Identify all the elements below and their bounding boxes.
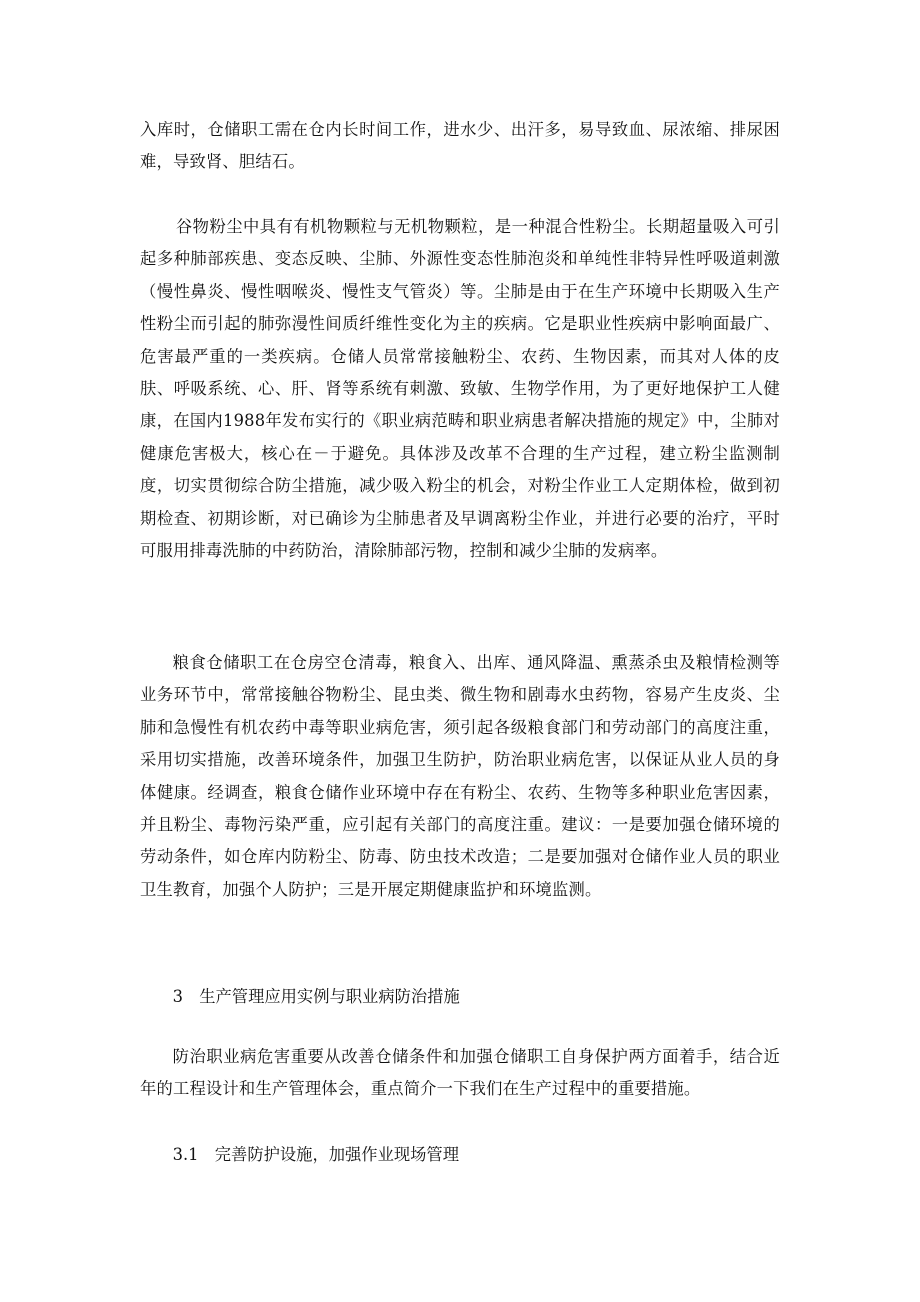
paragraph-prevention-measures: 防治职业病危害重要从改善仓储条件和加强仓储职工自身保护两方面着手，结合近年的工程设计和生产管理体会，重点简介一下我们在生产过程中的重要措施。 <box>140 1047 780 1099</box>
paragraph-grain-storage-workers: 粮食仓储职工在仓房空仓清毒，粮食入、出库、通风降温、熏蒸杀虫及粮情检测等业务环节中，常常接触谷物粉尘、昆虫类、微生物和剧毒水虫药物，容易产生皮炎、尘肺和急慢性有机农药中毒等职业病危害，须引起各级粮食部门和劳动部门的高度注重，采用切实措施，改善环境条件，加强卫生防护，防治职业病危害，以保证从业人员的身体健康。经调查，粮食仓储作业环境中存在有粉尘、农药、生物等多种职业危害因素，并且粉尘、毒物污染严重，应引起有关部门的高度注重。建议：一是要加强仓储环境的劳动条件，如仓库内防粉尘、防毒、防虫技术改造；二是要加强对仓储作业人员的职业卫生教育，加强个人防护；三是开展定期健康监护和环境监测。 <box>140 653 780 899</box>
section-heading-3: 3 生产管理应用实例与职业病防治措施 <box>172 987 460 1006</box>
section-heading-3-1: 3.1 完善防护设施，加强作业现场管理 <box>172 1145 459 1164</box>
paragraph-kidney-stones: 入库时，仓储职工需在仓内长时间工作，进水少、出汗多，易导致血、尿浓缩、排尿困难，导致肾、胆结石。 <box>140 120 780 172</box>
paragraph-grain-dust: 谷物粉尘中具有有机物颗粒与无机物颗粒，是一种混合性粉尘。长期超量吸入可引起多种肺部疾患、变态反映、尘肺、外源性变态性肺泡炎和单纯性非特异性呼吸道刺激（慢性鼻炎、慢性咽喉炎、慢性支气管炎）等。尘肺是由于在生产环境中长期吸入生产性粉尘而引起的肺弥漫性间质纤维性变化为主的疾病。它是职业性疾病中影响面最广、危害最严重的一类疾病。仓储人员常常接触粉尘、农药、生物因素，而其对人体的皮肤、呼吸系统、心、肝、肾等系统有刺激、致敏、生物学作用，为了更好地保护工人健康，在国内1988年发布实行的《职业病范畴和职业病患者解决措施的规定》中，尘肺对健康危害极大，核心在－于避免。具体涉及改革不合理的生产过程，建立粉尘监测制度，切实贯彻综合防尘措施，减少吸入粉尘的机会，对粉尘作业工人定期体检，做到初期检查、初期诊断，对已确诊为尘肺患者及早调离粉尘作业，并进行必要的治疗，平时可服用排毒洗肺的中药防治，清除肺部污物，控制和减少尘肺的发病率。 <box>140 217 780 561</box>
